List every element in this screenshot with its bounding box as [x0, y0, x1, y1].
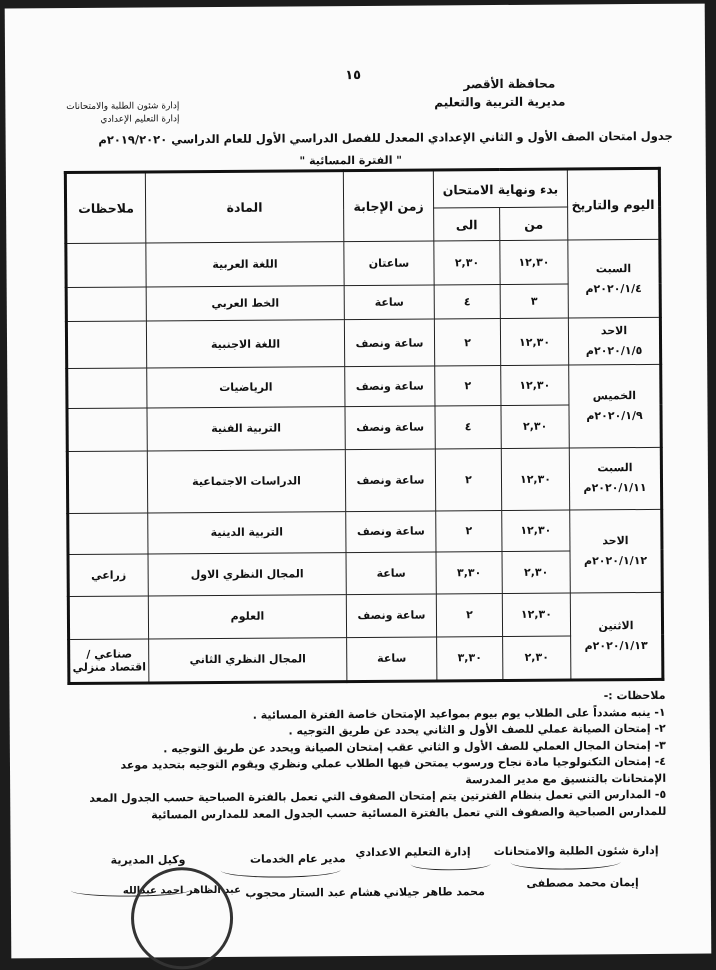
- official-stamp: [131, 867, 234, 970]
- note-cell: [66, 287, 146, 322]
- note-cell: [67, 408, 147, 451]
- page-number: ١٥: [345, 67, 362, 84]
- table-row: [66, 318, 660, 369]
- directorate: مديرية التربية والتعليم: [434, 94, 566, 110]
- subject-cell: الخط العربي: [146, 286, 344, 322]
- signatory-name-2: محمد طاهر جيلاني: [383, 885, 485, 899]
- to-cell: ٢,٣٠: [434, 240, 500, 285]
- signatory-name-4: عبد الظاهر احمد عبدالله: [122, 884, 242, 897]
- subject-cell: اللغة الاجنبية: [146, 320, 344, 368]
- notes-heading: ملاحظات :-: [603, 688, 666, 703]
- note-cell: صناعي / اقتصاد منزلي: [69, 638, 149, 683]
- table-row: [68, 510, 662, 555]
- duration-cell: ساعة: [346, 552, 436, 595]
- note-cell: [68, 596, 148, 639]
- day-cell: السبت ٢٠٢٠/١/٤م: [568, 239, 661, 318]
- note-cell: [66, 321, 146, 368]
- subject-cell: الرياضيات: [147, 366, 345, 408]
- duration-cell: ساعة ونصف: [345, 366, 435, 407]
- from-cell: ١٢,٣٠: [502, 593, 570, 636]
- day-cell: الاحد ٢٠٢٠/١/١٢م: [570, 510, 663, 593]
- duration-cell: ساعة ونصف: [346, 511, 436, 552]
- from-cell: ٢,٣٠: [501, 405, 569, 448]
- signature-role-3: مدير عام الخدمات: [249, 852, 346, 866]
- from-cell: ١٢,٣٠: [500, 240, 568, 285]
- table-row: [67, 447, 661, 514]
- subject-cell: التربية الدينية: [148, 512, 346, 554]
- subject-cell: العلوم: [148, 595, 346, 639]
- from-cell: ١٢,٣٠: [500, 318, 568, 365]
- from-cell: ٢,٣٠: [503, 636, 571, 681]
- to-cell: ٤: [435, 406, 501, 449]
- duration-cell: ساعة ونصف: [345, 406, 435, 449]
- header-duration: زمن الإجابة: [343, 170, 433, 241]
- admin-line-2: إدارة التعليم الإعدادي: [100, 114, 180, 125]
- note-item: ٥- المدارس التي تعمل بنظام الفترتين يتم إمتحان الصفوف التي تعمل بالفترة الصباحية حسب الجدول المعد للمدارس الصباحية والصفوف التي تعمل بالفترة المسائية حسب الجدول المعد للمدارس المسائية: [89, 787, 667, 821]
- note-item: ٤- إمتحان التكنولوجيا مادة نجاح ورسوب يمتحن فيها الطلاب عملي ونظري ويقوم التوجيه بتحديد موعد الإمتحانات بالتنسيق مع مدير المدرسة: [120, 754, 667, 786]
- page-subtitle: " الفترة المسائية ": [299, 153, 403, 168]
- note-item: ١- ينبه مشدداً على الطلاب يوم بيوم بمواعيد الإمتحان خاصة الفترة المسائية .: [252, 705, 666, 722]
- handwritten-signature: [511, 854, 621, 870]
- signature-role-4: وكيل المديرية: [110, 853, 186, 867]
- note-cell: [67, 451, 147, 514]
- to-cell: ٢: [434, 319, 500, 366]
- subject-cell: اللغة العربية: [146, 241, 344, 287]
- note-item: ٣- إمتحان المجال العملي للصف الأول و الثاني عقب إمتحان الصيانة ويحدد عن طريق التوجيه .: [163, 738, 666, 755]
- header-notes: ملاحظات: [65, 172, 145, 243]
- duration-cell: ساعة: [347, 636, 437, 681]
- from-cell: ٣: [500, 284, 568, 319]
- subject-cell: الدراسات الاجتماعية: [147, 449, 345, 513]
- note-cell: [66, 243, 146, 288]
- note-cell: [67, 368, 147, 409]
- day-cell: الخميس ٢٠٢٠/١/٩م: [569, 364, 662, 447]
- duration-cell: ساعة: [344, 285, 434, 320]
- day-cell: السبت ٢٠٢٠/١/١١م: [569, 447, 661, 510]
- table-row: [68, 592, 662, 639]
- to-cell: ٢: [435, 365, 501, 406]
- subject-cell: التربية الفنية: [147, 407, 345, 451]
- subject-cell: المجال النظري الثاني: [149, 637, 347, 683]
- signature-role-2: إدارة التعليم الاعدادي: [355, 845, 471, 860]
- table-row: [67, 364, 661, 409]
- header-to: الى: [434, 208, 500, 241]
- note-item: ٢- إمتحان الصيانة عملي للصف الأول و الثاني يحدد عن طريق التوجيه .: [288, 721, 666, 738]
- from-cell: ٢,٣٠: [502, 551, 570, 594]
- from-cell: ١٢,٣٠: [501, 448, 569, 511]
- day-cell: الاحد ٢٠٢٠/١/٥م: [568, 318, 660, 365]
- signatory-name-3: هشام عبد الستار محجوب: [245, 885, 381, 900]
- handwritten-signature: [411, 857, 491, 871]
- to-cell: ٤: [434, 285, 500, 320]
- duration-cell: ساعتان: [344, 241, 434, 286]
- header-from: من: [500, 207, 568, 240]
- to-cell: ٢: [436, 594, 502, 637]
- to-cell: ٣,٣٠: [436, 551, 502, 594]
- exam-schedule-table: [64, 167, 665, 685]
- subject-cell: المجال النظري الاول: [148, 552, 346, 596]
- note-cell: [68, 513, 148, 554]
- document-page: [5, 4, 712, 959]
- duration-cell: ساعة ونصف: [345, 449, 435, 512]
- page-title: جدول امتحان الصف الأول و الثاني الإعدادي المعدل للفصل الدراسي الأول للعام الدراسي ٢٠١٩/٢٠٢٠م: [98, 128, 673, 147]
- to-cell: ٢: [435, 448, 501, 511]
- header-subject: المادة: [145, 171, 343, 243]
- to-cell: ٢: [436, 511, 502, 552]
- header-day-date: اليوم والتاريخ: [567, 168, 659, 239]
- table-row: [66, 239, 660, 288]
- from-cell: ١٢,٣٠: [502, 510, 570, 551]
- governorate: محافظة الأقصر: [463, 76, 556, 92]
- notes-section: [69, 688, 666, 824]
- day-cell: الاثنين ٢٠٢٠/١/١٣م: [570, 592, 663, 680]
- handwritten-signature: [221, 862, 341, 878]
- duration-cell: ساعة ونصف: [346, 594, 436, 637]
- admin-line-1: إدارة شئون الطلبة والامتحانات: [66, 101, 180, 113]
- header-period: بدء ونهاية الامتحان: [433, 169, 567, 208]
- note-cell: زراعي: [68, 554, 148, 597]
- signatory-name-1: إيمان محمد مصطفى: [526, 876, 639, 890]
- duration-cell: ساعة ونصف: [344, 319, 434, 366]
- from-cell: ١٢,٣٠: [501, 365, 569, 406]
- signature-role-1: إدارة شئون الطلبة والامتحانات: [493, 843, 659, 859]
- to-cell: ٣,٣٠: [437, 636, 503, 681]
